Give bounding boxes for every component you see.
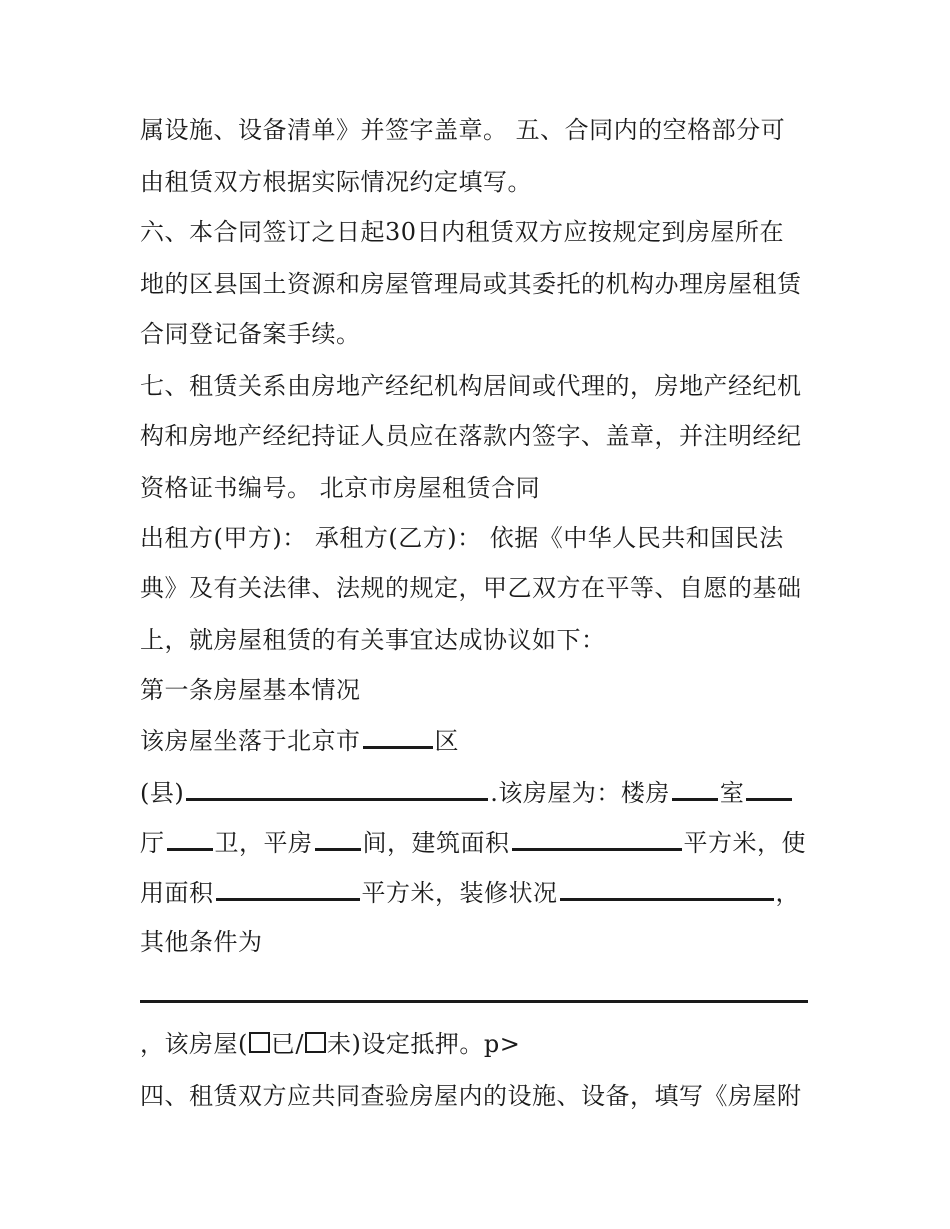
text-segment: .该房屋为：楼房: [490, 779, 670, 807]
text-segment: 未)设定抵押。p>: [326, 1030, 521, 1058]
text-segment: 平方米，使: [683, 829, 806, 857]
text-segment: ，: [775, 879, 800, 907]
text-segment: 该房屋坐落于北京市: [140, 727, 361, 755]
text-line: 其他条件为: [140, 928, 263, 956]
text-segment: 平方米，装修状况: [361, 879, 558, 907]
floor-area-blank[interactable]: [512, 822, 682, 851]
address-line: [140, 720, 459, 760]
text-line: 七、租赁关系由房地产经纪机构居间或代理的，房地产经纪机: [140, 372, 802, 400]
text-segment: 室: [719, 779, 745, 807]
room-count-blank[interactable]: [672, 772, 718, 801]
text-line: 资格证书编号。 北京市房屋租赁合同: [140, 474, 541, 502]
section-heading: 第一条房屋基本情况: [140, 676, 361, 704]
checkbox-icon[interactable]: [305, 1032, 326, 1053]
text-segment: (县): [140, 779, 185, 807]
text-line: 属设施、设备清单》并签字盖章。 五、合同内的空格部分可: [140, 116, 786, 144]
mortgage-line: [140, 1024, 520, 1064]
text-segment: 厅: [140, 829, 165, 857]
text-segment: 区: [434, 727, 459, 755]
text-line: 地的区县国土资源和房屋管理局或其委托的机构办理房屋租赁: [140, 270, 802, 298]
other-conditions-blank[interactable]: [140, 974, 808, 1003]
area-line: [140, 822, 806, 862]
text-line: 合同登记备案手续。: [140, 320, 361, 348]
other-conditions-line: [140, 974, 808, 1014]
district-blank[interactable]: [363, 720, 433, 749]
text-segment: 用面积: [140, 879, 214, 907]
text-segment: 已/: [270, 1030, 304, 1058]
house-type-line: [140, 772, 794, 812]
text-line: 出租方(甲方)： 承租方(乙方)： 依据《中华人民共和国民法: [140, 524, 784, 552]
text-line: 构和房地产经纪持证人员应在落款内签字、盖章，并注明经纪: [140, 422, 802, 450]
checkbox-icon[interactable]: [249, 1032, 270, 1053]
text-segment: 卫，平房: [214, 829, 313, 857]
bungalow-rooms-blank[interactable]: [315, 822, 361, 851]
county-address-blank[interactable]: [186, 772, 488, 801]
decoration-blank[interactable]: [560, 872, 774, 901]
text-line: 四、租赁双方应共同查验房屋内的设施、设备，填写《房屋附: [140, 1082, 802, 1110]
bath-count-blank[interactable]: [167, 822, 213, 851]
text-line: 典》及有关法律、法规的规定，甲乙双方在平等、自愿的基础: [140, 574, 802, 602]
text-line: 上，就房屋租赁的有关事宜达成协议如下：: [140, 626, 606, 654]
text-segment: 间，建筑面积: [362, 829, 510, 857]
usable-area-line: [140, 872, 800, 912]
hall-count-blank[interactable]: [746, 772, 792, 801]
text-segment: ，该房屋(: [140, 1030, 248, 1058]
usable-area-blank[interactable]: [216, 872, 360, 901]
text-line: 六、本合同签订之日起30日内租赁双方应按规定到房屋所在: [140, 218, 785, 246]
text-line: 由租赁双方根据实际情况约定填写。: [140, 168, 532, 196]
